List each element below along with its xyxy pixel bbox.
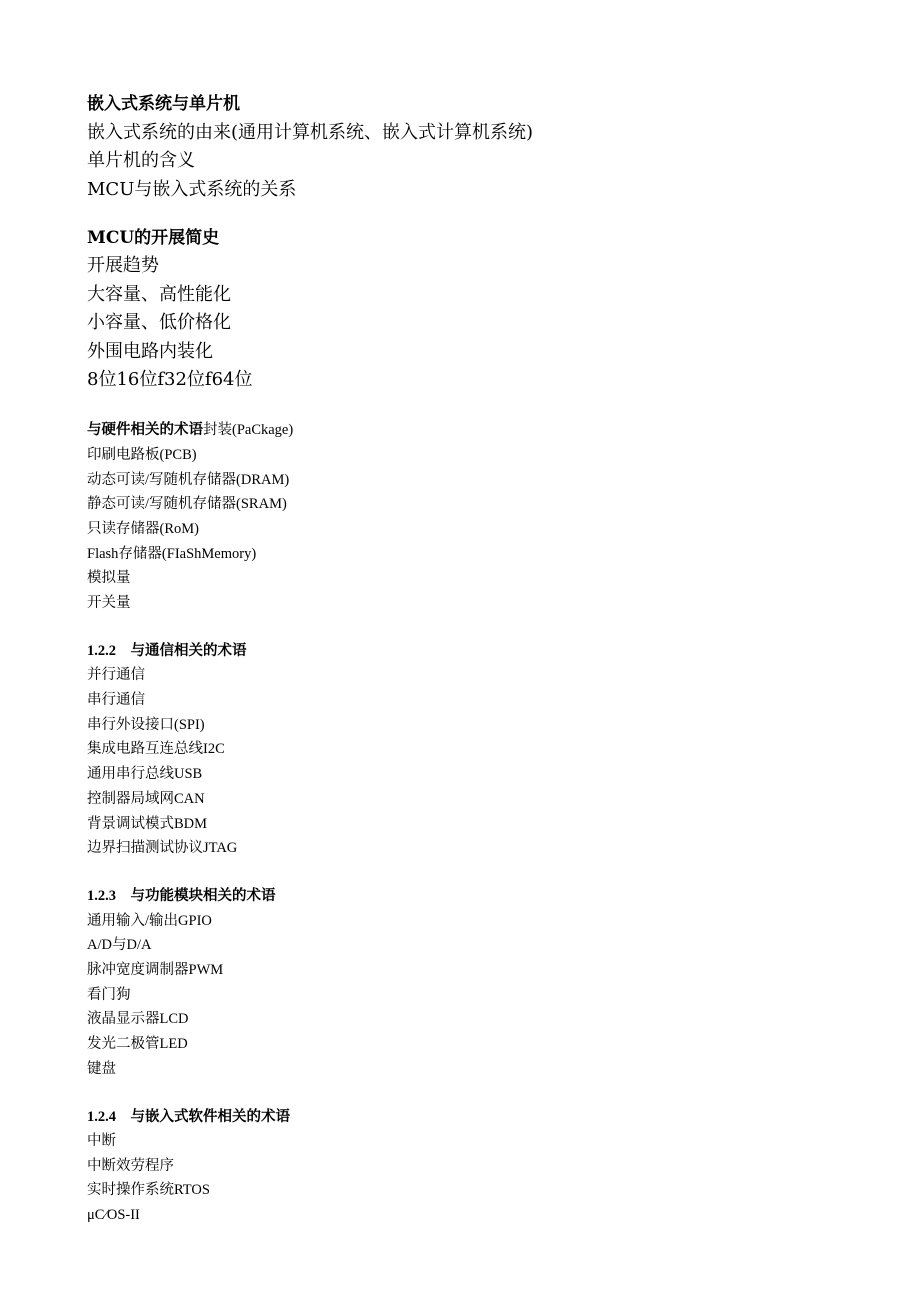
text-line: 背景调试模式BDM [87,816,208,832]
text-line: A/D与D/A [87,937,152,953]
section-heading: 1.2.3 与功能模块相关的术语 [87,888,276,904]
text-line: 通用输入/输出GPIO [87,913,212,929]
text-line: Flash存储器(FIaShMemory) [87,546,257,562]
section-heading: 嵌入式系统与单片机 [87,94,240,114]
text-line: 串行外设接口(SPI) [87,717,205,733]
text-line: 单片机的含义 [87,150,195,171]
text-line: 大容量、高性能化 [87,284,231,305]
section-heading-suffix: 封装(PaCkage) [203,422,294,438]
text-line: 嵌入式系统的由来(通用计算机系统、嵌入式计算机系统) [87,122,534,143]
text-line: 模拟量 [87,570,131,586]
text-line: 中断效劳程序 [87,1158,174,1174]
text-line: 小容量、低价格化 [87,312,231,333]
text-line: 键盘 [87,1061,116,1077]
text-line: 外围电路内装化 [87,341,213,362]
text-line: 中断 [87,1133,116,1149]
text-line: 开关量 [87,595,131,611]
text-line: 只读存储器(RoM) [87,521,199,537]
text-line: 看门狗 [87,987,131,1003]
section-heading: MCU的开展简史 [87,228,220,248]
text-line: 脉冲宽度调制器PWM [87,962,224,978]
text-line: μC∕OS-II [87,1207,140,1223]
text-line: 动态可读/写随机存储器(DRAM) [87,472,290,488]
text-line: 边界扫描测试协议JTAG [87,840,238,856]
section-heading: 1.2.2 与通信相关的术语 [87,643,247,659]
text-line: 开展趋势 [87,255,159,276]
text-line: 静态可读/写随机存储器(SRAM) [87,496,287,512]
text-line: 8位16位f32位f64位 [87,369,253,390]
text-line: 通用串行总线USB [87,766,203,782]
text-line: 液晶显示器LCD [87,1011,189,1027]
text-line: 实时操作系统RTOS [87,1182,210,1198]
text-line: 控制器局域网CAN [87,791,205,807]
text-line: 发光二极管LED [87,1036,188,1052]
section-heading-bold: 与硬件相关的术语 [87,422,203,438]
section-heading: 1.2.4 与嵌入式软件相关的术语 [87,1109,290,1125]
text-line: MCU与嵌入式系统的关系 [87,179,297,200]
text-line: 串行通信 [87,692,145,708]
text-line: 印刷电路板(PCB) [87,447,197,463]
text-line: 并行通信 [87,667,145,683]
section-heading [87,421,293,439]
text-line: 集成电路互连总线I2C [87,741,225,757]
